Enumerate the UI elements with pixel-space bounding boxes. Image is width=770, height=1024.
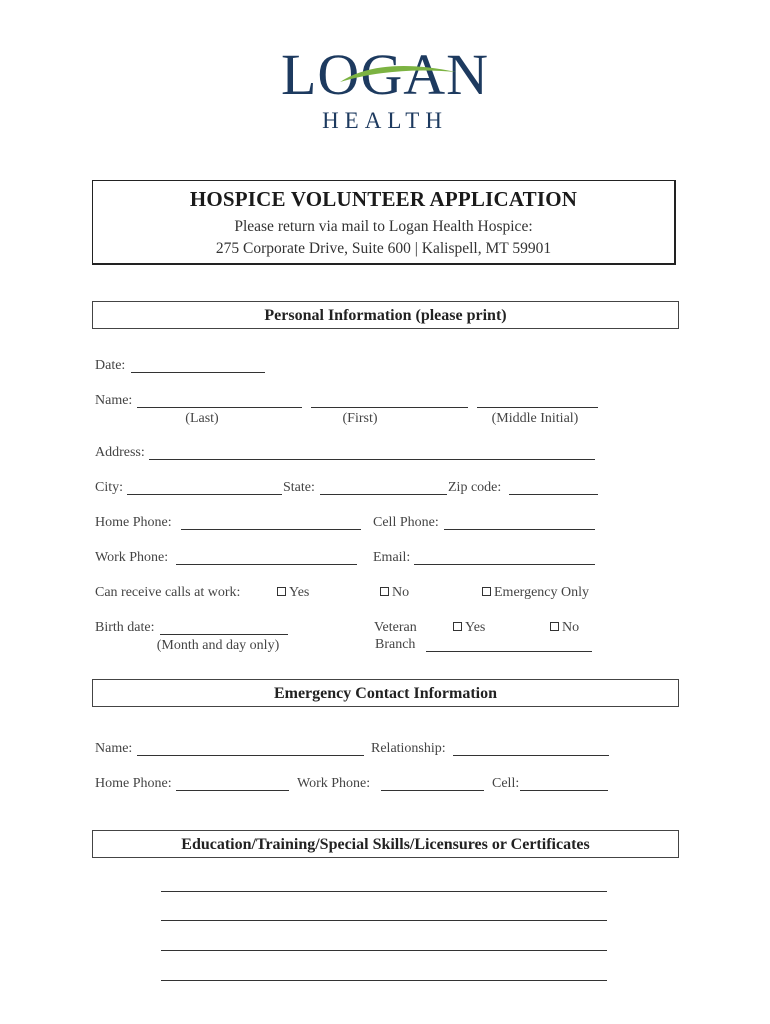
education-line-2[interactable] [161,920,607,921]
calls-emergency-option[interactable] [482,585,589,601]
cell-phone-label: Cell Phone: [373,515,439,530]
email-label: Email: [373,550,411,565]
zip-field[interactable] [509,494,598,495]
checkbox-icon[interactable] [380,587,389,596]
state-label: State: [283,480,315,495]
work-phone-label: Work Phone: [95,550,169,565]
branch-field[interactable] [426,651,592,652]
cell-phone-field[interactable] [444,529,595,530]
title-box [92,180,676,265]
emergency-home-phone-label: Home Phone: [95,776,172,791]
calls-yes-label: Yes [289,585,310,600]
emergency-name-field[interactable] [137,755,364,756]
address-field[interactable] [149,459,595,460]
calls-at-work-label: Can receive calls at work: [95,585,241,600]
education-line-3[interactable] [161,950,607,951]
state-field[interactable] [320,494,447,495]
logo-wordmark: LOGAN [281,42,489,107]
calls-yes-option[interactable] [277,585,309,601]
checkbox-icon[interactable] [482,587,491,596]
return-instructions: Please return via mail to Logan Health Hospice: [234,218,533,235]
date-label: Date: [95,358,126,373]
education-line-1[interactable] [161,891,607,892]
birth-date-label: Birth date: [95,620,155,635]
last-name-field[interactable] [137,407,302,408]
home-phone-label: Home Phone: [95,515,172,530]
calls-no-option[interactable] [380,585,409,601]
relationship-label: Relationship: [371,741,446,756]
last-caption: (Last) [185,411,219,426]
emergency-name-label: Name: [95,741,133,756]
date-field[interactable] [131,372,265,373]
branch-label: Branch [375,637,416,652]
first-name-field[interactable] [311,407,468,408]
personal-info-heading: Personal Information (please print) [92,301,679,329]
veteran-no-label: No [562,620,580,635]
veteran-label: Veteran [374,620,417,635]
checkbox-icon[interactable] [277,587,286,596]
middle-initial-field[interactable] [477,407,598,408]
emergency-home-phone-field[interactable] [176,790,289,791]
city-field[interactable] [127,494,282,495]
emergency-work-phone-label: Work Phone: [297,776,371,791]
checkbox-icon[interactable] [453,622,462,631]
emergency-work-phone-field[interactable] [381,790,484,791]
education-line-4[interactable] [161,980,607,981]
calls-no-label: No [392,585,410,600]
form-title: HOSPICE VOLUNTEER APPLICATION [189,187,578,211]
birth-date-field[interactable] [160,634,288,635]
logo-subtitle: HEALTH [322,108,448,133]
middle-caption: (Middle Initial) [491,411,579,426]
name-label: Name: [95,393,133,408]
calls-emergency-label: Emergency Only [494,585,589,600]
emergency-contact-heading: Emergency Contact Information [92,679,679,707]
veteran-yes-option[interactable] [453,620,485,636]
home-phone-field[interactable] [181,529,361,530]
return-address: 275 Corporate Drive, Suite 600 | Kalispell, MT 59901 [215,240,552,257]
first-caption: (First) [342,411,378,426]
logo-swoosh-icon [338,58,458,88]
emergency-cell-field[interactable] [520,790,608,791]
birth-date-note: (Month and day only) [156,638,280,653]
veteran-no-option[interactable] [550,620,579,636]
veteran-yes-label: Yes [465,620,486,635]
zip-label: Zip code: [448,480,502,495]
email-field[interactable] [414,564,595,565]
education-heading: Education/Training/Special Skills/Licensures or Certificates [92,830,679,858]
address-label: Address: [95,445,145,460]
relationship-field[interactable] [453,755,609,756]
checkbox-icon[interactable] [550,622,559,631]
work-phone-field[interactable] [176,564,357,565]
emergency-cell-label: Cell: [492,776,520,791]
city-label: City: [95,480,124,495]
